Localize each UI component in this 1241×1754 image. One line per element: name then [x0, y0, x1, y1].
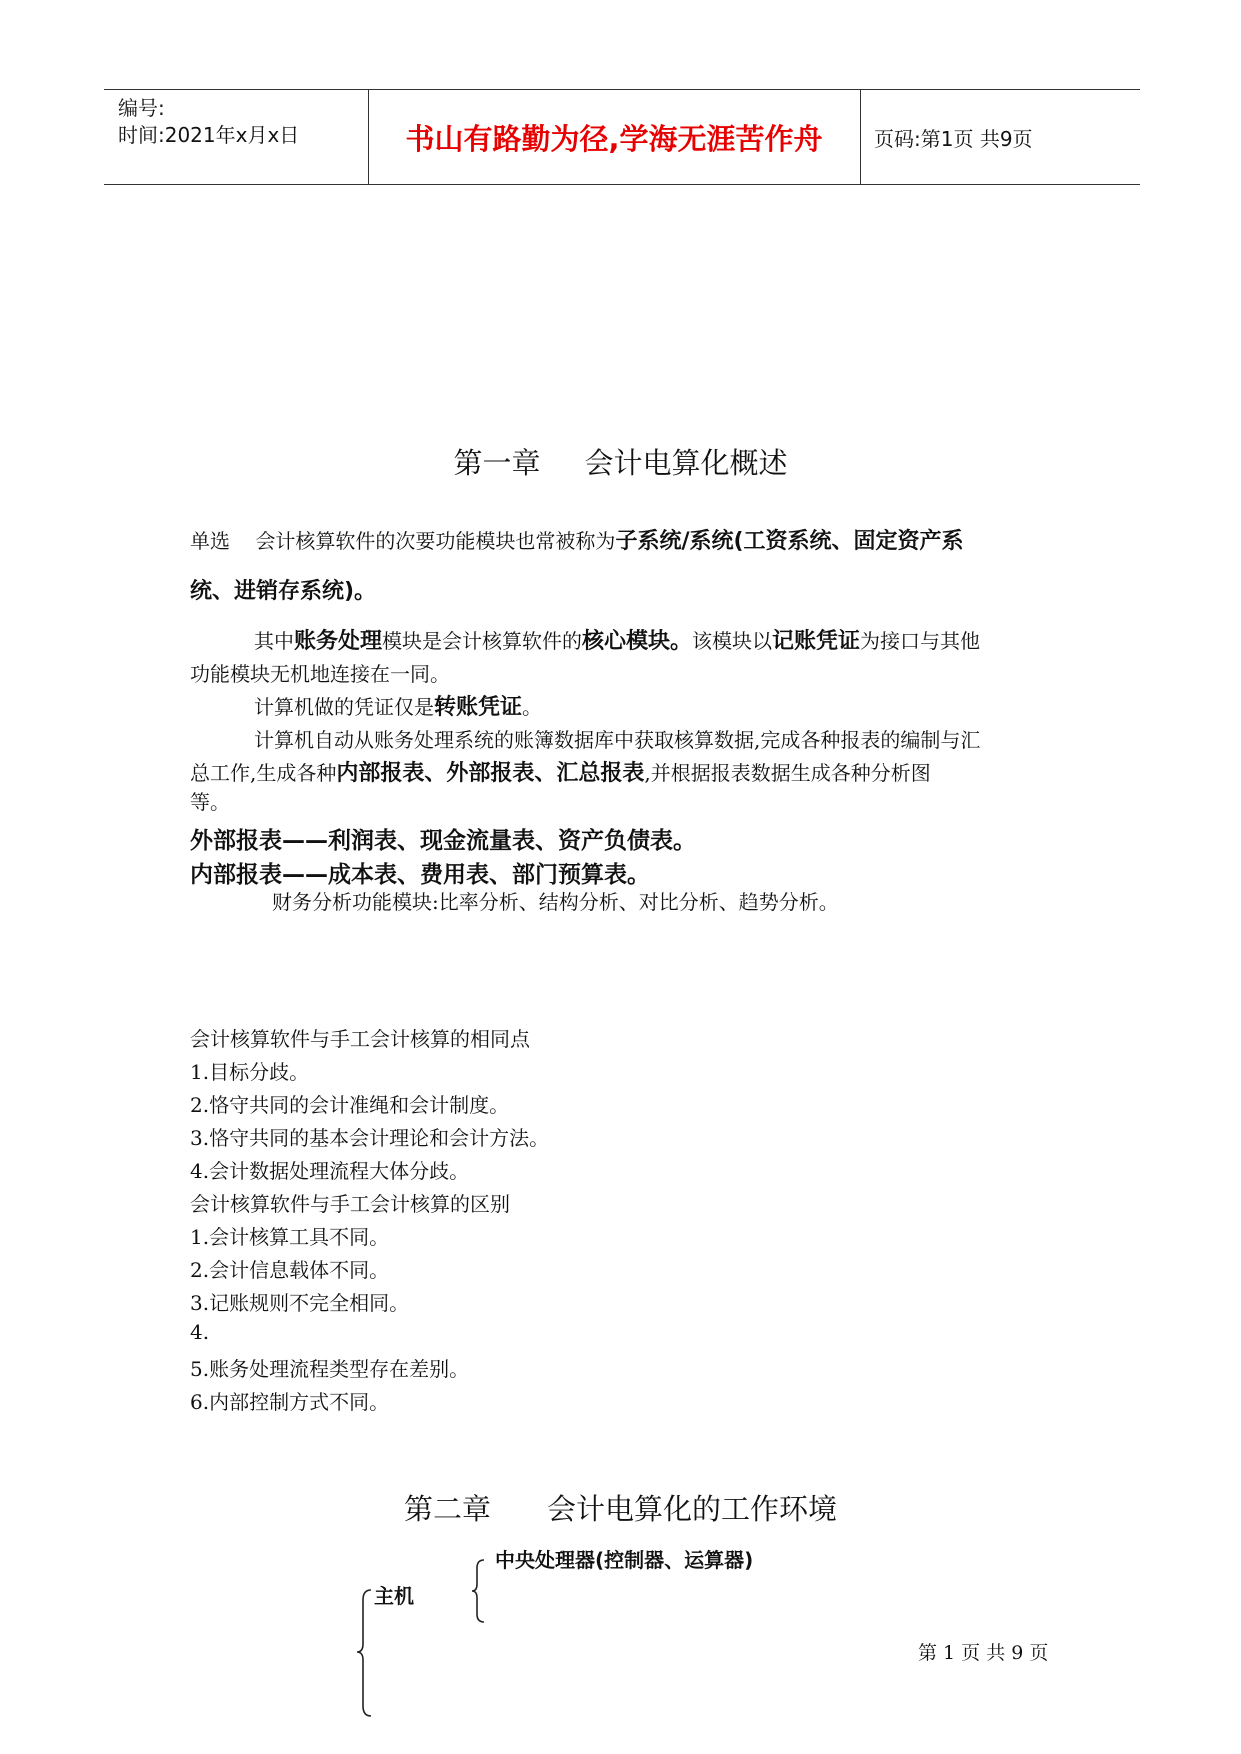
p1-text-e: 该模块以 [692, 629, 773, 653]
same-points-title: 会计核算软件与手工会计核算的相同点 [190, 1027, 530, 1051]
p1-bold-f: 记账凭证 [772, 629, 861, 654]
list-item: 2.恪守共同的会计准绳和会计制度。 [190, 1093, 510, 1117]
number-label: 编号: [118, 96, 165, 120]
p2-bold-b: 转账凭证 [434, 695, 523, 720]
p2-text-c: 。 [522, 695, 543, 719]
header-motto: 书山有路勤为径,学海无涯苦作舟 [368, 90, 861, 184]
inner-brace-icon [470, 1558, 488, 1624]
internal-reports: 内部报表——成本表、费用表、部门预算表。 [190, 862, 650, 888]
p3-bold-b: 内部报表、外部报表、汇总报表 [336, 761, 645, 786]
single-text: 会计核算软件的次要功能模块也常被称为 [255, 529, 616, 553]
single-choice-line-2 [190, 575, 376, 608]
paragraph-2 [254, 691, 542, 724]
outer-brace-icon [355, 1588, 375, 1718]
list-item: 5.账务处理流程类型存在差别。 [190, 1357, 470, 1381]
paragraph-1-line-2: 功能模块无机地连接在一同。 [190, 662, 450, 686]
chapter-2-title: 会计电算化的工作环境 [547, 1492, 838, 1526]
list-item: 4.会计数据处理流程大体分歧。 [190, 1159, 470, 1183]
paragraph-3-line-3: 等。 [190, 790, 230, 814]
list-item: 1.会计核算工具不同。 [190, 1225, 390, 1249]
analysis-modules: 财务分析功能模块:比率分析、结构分析、对比分析、趋势分析。 [272, 890, 839, 914]
header-meta [104, 90, 369, 184]
host-label: 主机 [374, 1584, 414, 1608]
cpu-label: 中央处理器(控制器、运算器) [495, 1548, 754, 1572]
p1-text-c: 模块是会计核算软件的 [382, 629, 583, 653]
list-item: 4. [190, 1320, 210, 1344]
paragraph-3-line-1: 计算机自动从账务处理系统的账簿数据库中获取核算数据,完成各种报表的编制与汇 [254, 728, 981, 752]
p1-bold-d: 核心模块。 [582, 629, 693, 654]
p2-text-a: 计算机做的凭证仅是 [254, 695, 434, 719]
single-prefix: 单选 [190, 529, 230, 553]
header-page-label: 页码:第1页 共9页 [874, 126, 1033, 151]
chapter-2-number: 第二章 [403, 1492, 491, 1526]
p1-text-a: 其中 [254, 629, 294, 653]
external-reports: 外部报表——利润表、现金流量表、资产负债表。 [190, 828, 696, 854]
p1-bold-b: 账务处理 [294, 629, 383, 654]
time-label: 时间:2021年x月x日 [118, 123, 300, 147]
page-footer: 第 1 页 共 9 页 [918, 1642, 1049, 1664]
list-item: 1.目标分歧。 [190, 1060, 310, 1084]
list-item: 3.记账规则不完全相同。 [190, 1291, 410, 1315]
chapter-2-heading [0, 1487, 1241, 1528]
diff-points-title: 会计核算软件与手工会计核算的区别 [190, 1192, 510, 1216]
chapter-1-title: 会计电算化概述 [584, 446, 788, 480]
single-bold-2: 统、进销存系统)。 [190, 579, 377, 604]
list-item: 2.会计信息载体不同。 [190, 1258, 390, 1282]
single-choice-line [190, 525, 964, 558]
chapter-1-number: 第一章 [453, 446, 541, 480]
single-bold-1: 子系统/系统(工资系统、固定资产系 [615, 529, 964, 554]
p1-text-g: 为接口与其他 [860, 629, 981, 653]
paragraph-1-line-1 [254, 625, 980, 658]
list-item: 3.恪守共同的基本会计理论和会计方法。 [190, 1126, 550, 1150]
list-item: 6.内部控制方式不同。 [190, 1390, 390, 1414]
paragraph-3-line-2 [190, 757, 931, 790]
p3-text-a: 总工作,生成各种 [190, 761, 337, 785]
chapter-1-heading [0, 441, 1241, 482]
p3-text-c: ,并根据报表数据生成各种分析图 [644, 761, 931, 785]
document-header [104, 89, 1140, 185]
